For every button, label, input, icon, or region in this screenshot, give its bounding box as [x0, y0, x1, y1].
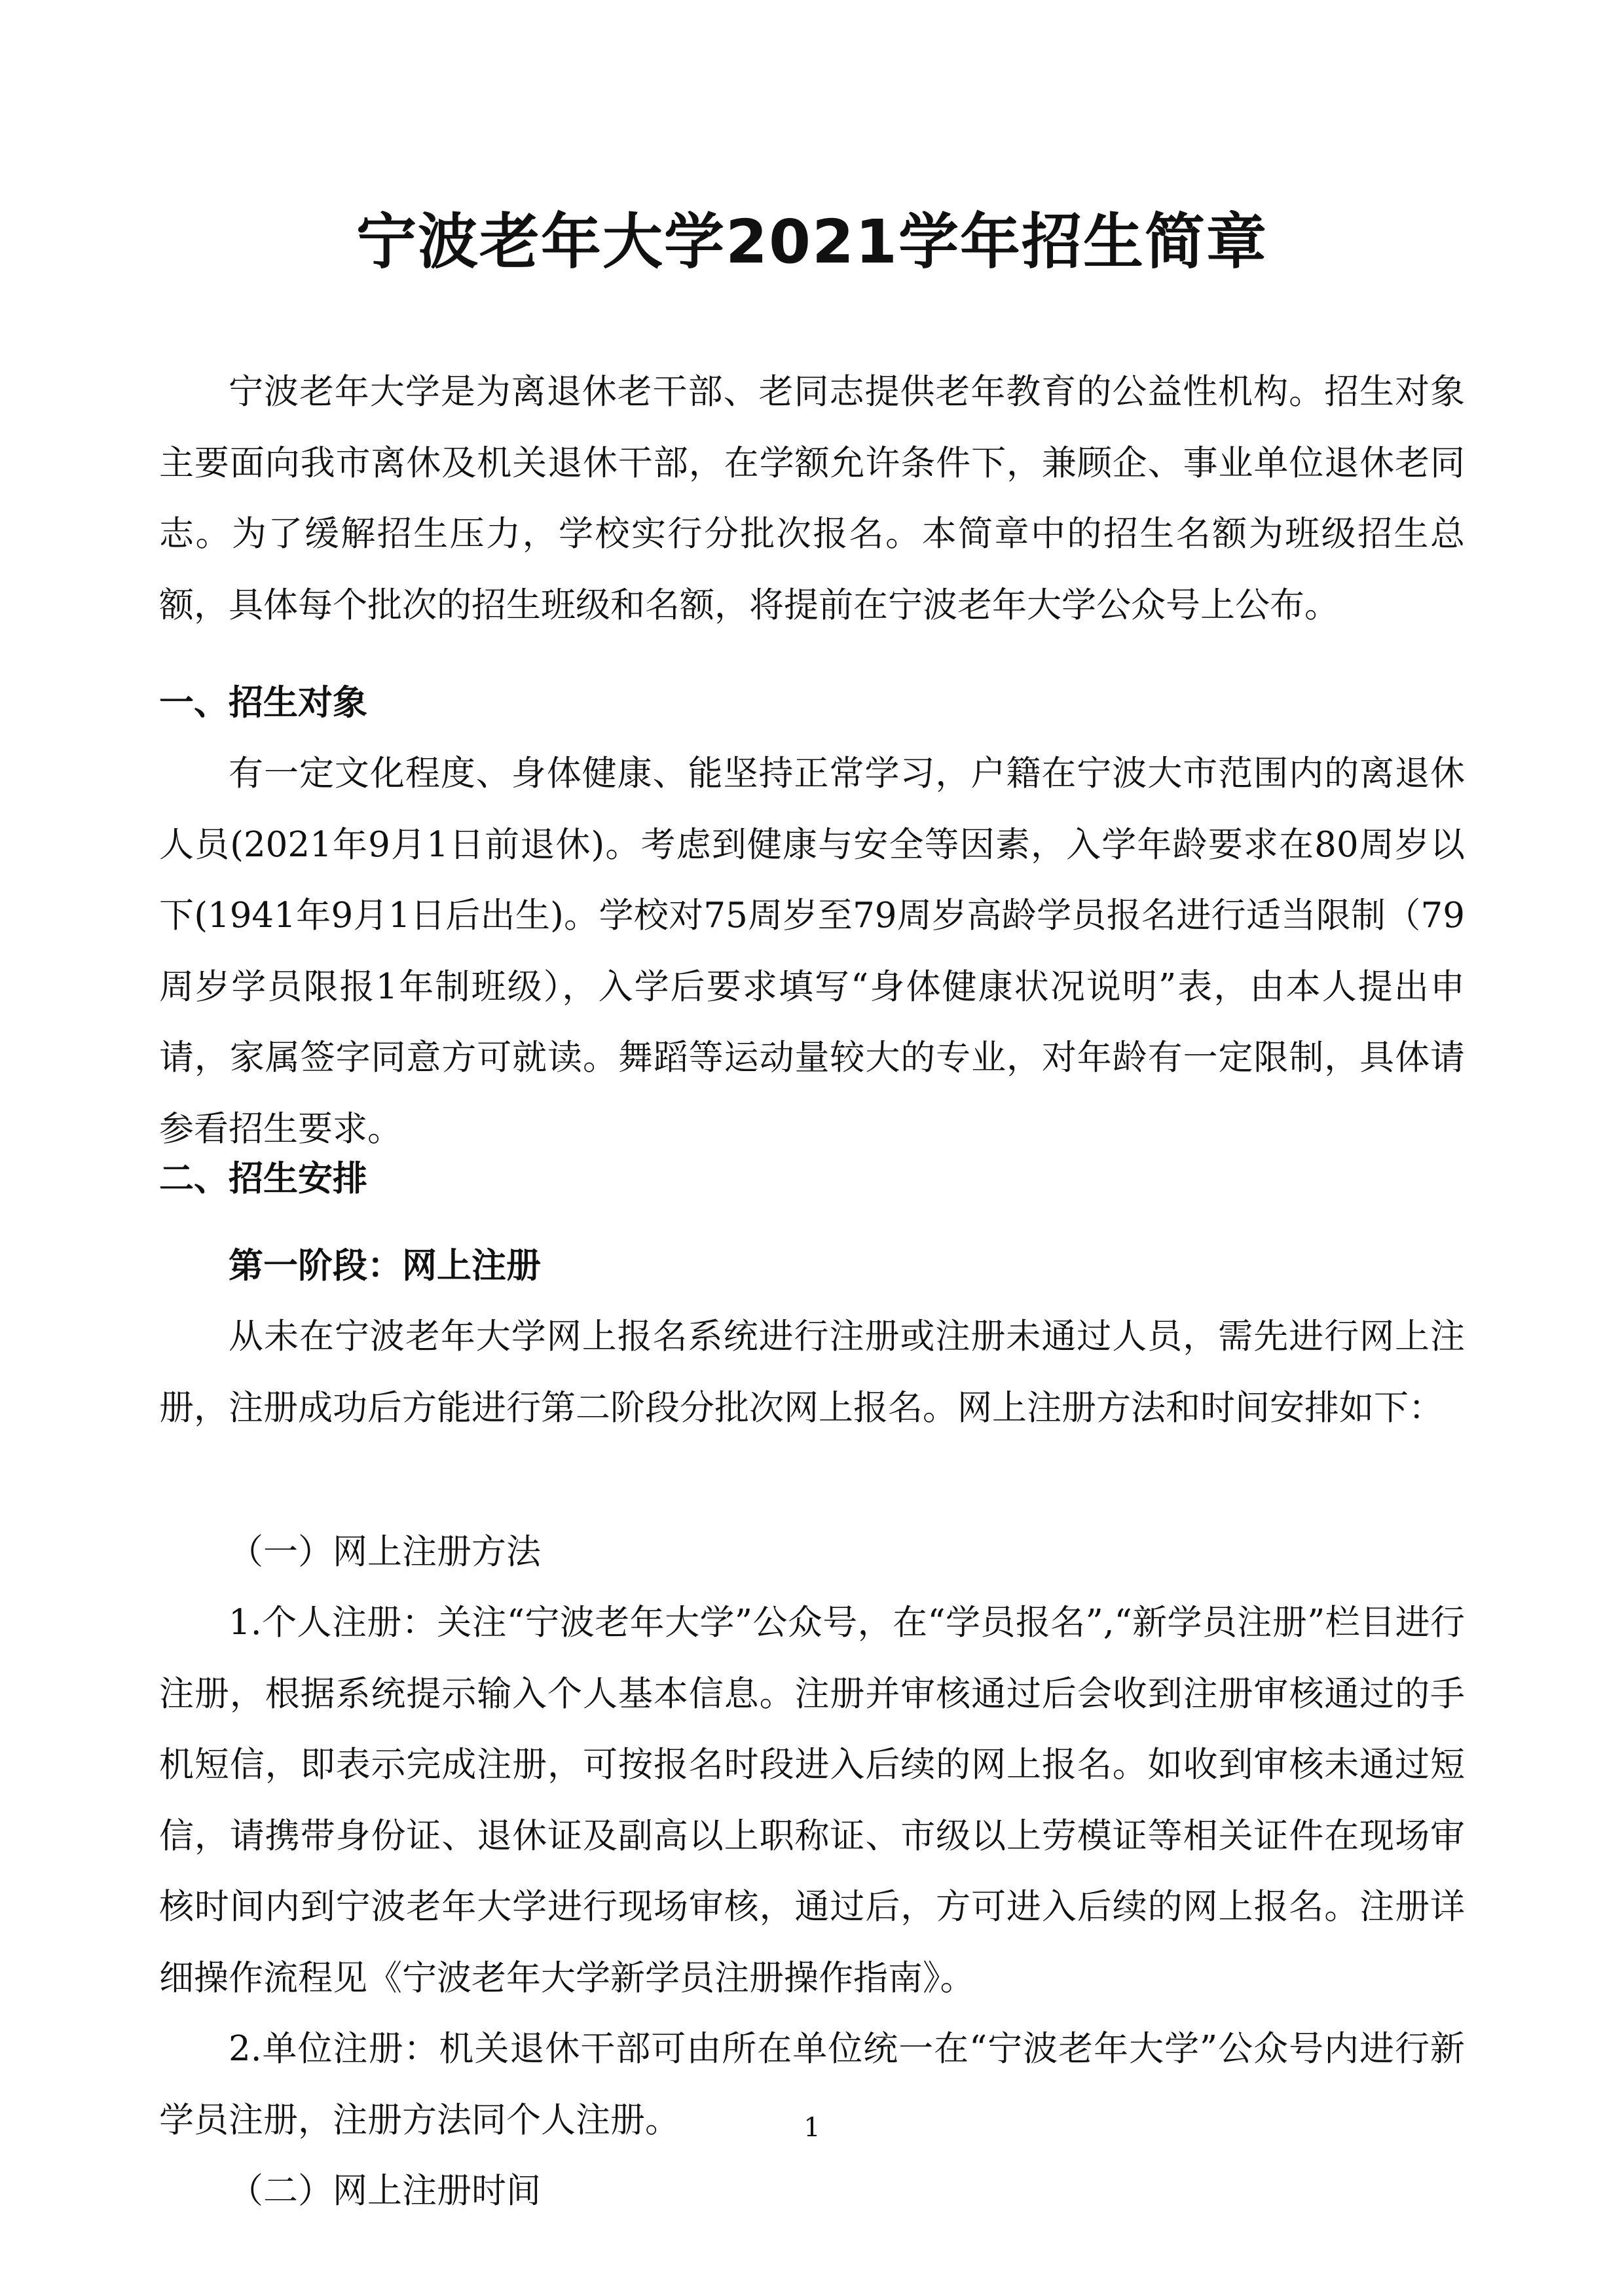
registration-time-heading: （二）网上注册时间 [229, 2171, 541, 2211]
stage1-paragraph: 从未在宁波老年大学网上报名系统进行注册或注册未通过人员，需先进行网上注册，注册成功后方能进行第二阶段分批次网上报名。网上注册方法和时间安排如下： [159, 1317, 1465, 1428]
section-heading-enrollment-target: 一、招生对象 [159, 683, 367, 723]
intro-paragraph: 宁波老年大学是为离退休老干部、老同志提供老年教育的公益性机构。招生对象主要面向我市离休及机关退休干部，在学额允许条件下，兼顾企、事业单位退休老同志。为了缓解招生压力，学校实行分批次报名。本简章中的招生名额为班级招生总额，具体每个批次的招生班级和名额，将提前在宁波老年大学公众号上公布。 [159, 372, 1465, 625]
registration-method-heading: （一）网上注册方法 [229, 1532, 541, 1572]
registration-method-item-2: 2.单位注册：机关退休干部可由所在单位统一在“宁波老年大学”公众号内进行新学员注册，注册方法同个人注册。 [159, 2029, 1465, 2140]
section-heading-enrollment-arrangement: 二、招生安排 [159, 1159, 367, 1199]
stage1-heading: 第一阶段：网上注册 [229, 1246, 541, 1286]
registration-method-item-1: 1.个人注册：关注“宁波老年大学”公众号，在“学员报名”,“新学员注册”栏目进行注册，根据系统提示输入个人基本信息。注册并审核通过后会收到注册审核通过的手机短信，即表示完成注册，可按报名时段进入后续的网上报名。如收到审核未通过短信，请携带身份证、退休证及副高以上职称证、市级以上劳模证等相关证件在现场审核时间内到宁波老年大学进行现场审核，通过后，方可进入后续的网上报名。注册详细操作流程见《宁波老年大学新学员注册操作指南》。 [159, 1603, 1465, 1998]
page-number: 1 [803, 2113, 821, 2143]
enrollment-target-paragraph: 有一定文化程度、身体健康、能坚持正常学习，户籍在宁波大市范围内的离退休人员(2021年9月1日前退休)。考虑到健康与安全等因素，入学年龄要求在80周岁以下(1941年9月1日后出生)。学校对75周岁至79周岁高龄学员报名进行适当限制（79周岁学员限报1年制班级），入学后要求填写“身体健康状况说明”表，由本人提出申请，家属签字同意方可就读。舞蹈等运动量较大的专业，对年龄有一定限制，具体请参看招生要求。 [159, 754, 1465, 1149]
document-title: 宁波老年大学2021学年招生简章 [356, 207, 1268, 277]
